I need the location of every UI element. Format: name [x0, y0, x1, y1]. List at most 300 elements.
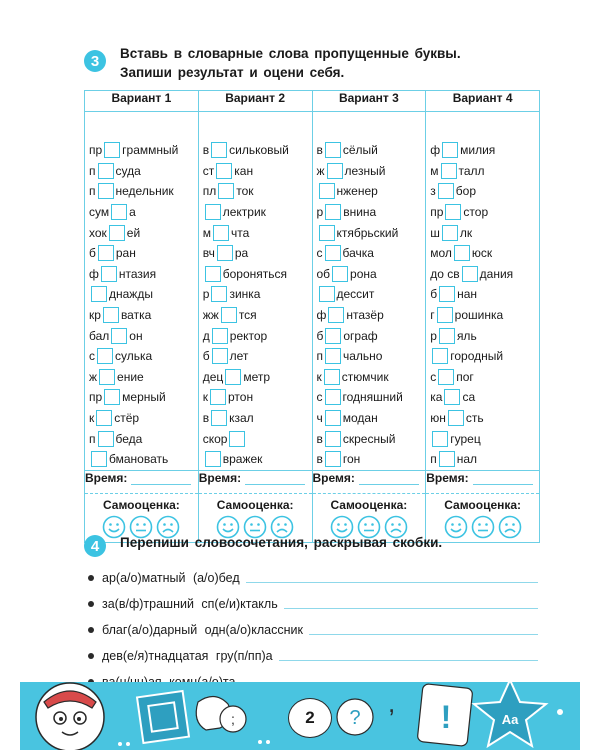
- word-prefix: ш: [430, 225, 440, 240]
- word-suffix: нженер: [336, 184, 378, 199]
- missing-letter-box[interactable]: [442, 225, 458, 241]
- word-row: [313, 161, 426, 182]
- word-row: [426, 181, 539, 202]
- word-row: [199, 387, 312, 408]
- time-input-line[interactable]: [131, 472, 191, 485]
- word-suffix: сулька: [115, 349, 153, 364]
- word-prefix: с: [89, 349, 95, 364]
- word-prefix: об: [316, 266, 331, 281]
- missing-letter-box[interactable]: [111, 328, 127, 344]
- word-row: [199, 243, 312, 264]
- time-input-line[interactable]: [359, 472, 419, 485]
- word-suffix: бороняться: [222, 266, 288, 281]
- missing-letter-box[interactable]: [442, 142, 458, 158]
- variant-1-words: [85, 112, 198, 470]
- word-row: [313, 408, 426, 429]
- missing-letter-box[interactable]: [445, 204, 461, 220]
- page-number: 2: [288, 698, 332, 738]
- word-prefix: ка: [430, 390, 443, 405]
- missing-letter-box[interactable]: [437, 307, 453, 323]
- missing-letter-box[interactable]: [218, 183, 234, 199]
- word-prefix: ф: [316, 308, 327, 323]
- word-suffix: граммный: [122, 143, 179, 158]
- word-row: [85, 387, 198, 408]
- missing-letter-box[interactable]: [325, 245, 341, 261]
- svg-text:Aa: Aa: [501, 712, 519, 727]
- phrase-item: [88, 560, 538, 586]
- variant-2-header: Вариант 2: [198, 91, 312, 112]
- word-row: [199, 305, 312, 326]
- word-suffix: кзал: [229, 411, 254, 426]
- word-suffix: он: [129, 328, 143, 343]
- missing-letter-box[interactable]: [324, 369, 340, 385]
- missing-letter-box[interactable]: [98, 431, 114, 447]
- word-row: [199, 181, 312, 202]
- task-3-header: [84, 44, 554, 82]
- missing-letter-box[interactable]: [328, 307, 344, 323]
- word-suffix: стёр: [114, 411, 140, 426]
- word-row: [426, 305, 539, 326]
- time-label: Время:: [312, 470, 355, 485]
- word-row: [313, 305, 426, 326]
- word-suffix: стюмчик: [341, 369, 389, 384]
- word-prefix: кр: [89, 308, 101, 323]
- answer-line[interactable]: [309, 634, 538, 635]
- missing-letter-box[interactable]: [439, 328, 455, 344]
- missing-letter-box[interactable]: [439, 451, 455, 467]
- missing-letter-box[interactable]: [104, 389, 120, 405]
- word-suffix: нал: [456, 452, 478, 467]
- word-prefix: ст: [202, 163, 215, 178]
- word-suffix: тся: [238, 308, 257, 323]
- word-prefix: б: [430, 287, 438, 302]
- word-suffix: нтазия: [118, 266, 157, 281]
- word-suffix: бор: [455, 184, 476, 199]
- word-suffix: ватка: [120, 308, 152, 323]
- missing-letter-box[interactable]: [319, 225, 335, 241]
- word-prefix: м: [430, 163, 439, 178]
- word-suffix: ра: [234, 246, 249, 261]
- word-row: [199, 222, 312, 243]
- missing-letter-box[interactable]: [103, 307, 119, 323]
- word-suffix: яль: [456, 328, 477, 343]
- svg-text:,: ,: [388, 688, 396, 718]
- word-suffix: талл: [458, 163, 485, 178]
- word-suffix: ей: [126, 225, 141, 240]
- missing-letter-box[interactable]: [211, 286, 227, 302]
- word-row: [313, 202, 426, 223]
- word-prefix: до св: [430, 266, 460, 281]
- phrase-item: [88, 638, 538, 664]
- missing-letter-box[interactable]: [432, 348, 448, 364]
- word-row: [426, 346, 539, 367]
- missing-letter-box[interactable]: [454, 245, 470, 261]
- missing-letter-box[interactable]: [221, 307, 237, 323]
- time-field-4: [426, 470, 540, 493]
- word-suffix: вражек: [222, 452, 263, 467]
- missing-letter-box[interactable]: [217, 245, 233, 261]
- word-prefix: ф: [89, 266, 99, 281]
- missing-letter-box[interactable]: [91, 451, 107, 467]
- word-suffix: чта: [231, 225, 250, 240]
- word-row: [313, 181, 426, 202]
- svg-text:;: ;: [231, 711, 235, 727]
- bullet-icon: [88, 627, 94, 633]
- phrase-text: за(в/ф)трашний сп(е/и)ктакль: [102, 597, 278, 611]
- variant-1-header: Вариант 1: [85, 91, 199, 112]
- exclamation-card-icon: [417, 684, 473, 747]
- word-prefix: в: [316, 143, 323, 158]
- task-4-instructions: Перепиши словосочетания, раскрывая скобки.: [120, 535, 443, 550]
- time-label: Время:: [85, 470, 128, 485]
- missing-letter-box[interactable]: [213, 225, 229, 241]
- word-prefix: к: [89, 411, 95, 426]
- word-prefix: ф: [430, 143, 441, 158]
- word-prefix: в: [202, 143, 210, 158]
- word-row: [313, 222, 426, 243]
- star-aa-icon: [474, 680, 546, 746]
- bullet-icon: [88, 575, 94, 581]
- missing-letter-box[interactable]: [216, 163, 232, 179]
- answer-line[interactable]: [246, 582, 538, 583]
- word-suffix: ктябрьский: [336, 225, 399, 240]
- self-assessment-label: Самооценка:: [102, 497, 180, 512]
- time-field-2: [198, 470, 312, 493]
- word-row: [426, 408, 539, 429]
- word-suffix: дессит: [336, 287, 375, 302]
- missing-letter-box[interactable]: [98, 245, 114, 261]
- word-row: [426, 140, 539, 161]
- time-label: Время:: [426, 470, 469, 485]
- word-row: [426, 243, 539, 264]
- answer-line[interactable]: [284, 608, 538, 609]
- word-suffix: сть: [465, 411, 484, 426]
- task-3-number: 3: [84, 50, 106, 72]
- missing-letter-box[interactable]: [325, 451, 341, 467]
- word-prefix: ж: [316, 163, 325, 178]
- phrase-list: [88, 560, 538, 690]
- word-prefix: п: [89, 431, 96, 446]
- word-prefix: ж: [89, 369, 98, 384]
- missing-letter-box[interactable]: [438, 183, 454, 199]
- word-row: [199, 428, 312, 449]
- missing-letter-box[interactable]: [97, 348, 113, 364]
- svg-text:!: !: [440, 699, 452, 735]
- word-prefix: з: [430, 184, 436, 199]
- word-suffix: ран: [115, 246, 136, 261]
- word-suffix: ток: [236, 184, 254, 199]
- semicolon-bubble-icon: [220, 706, 246, 732]
- self-assessment-label: Самооценка:: [216, 497, 294, 512]
- word-prefix: п: [430, 452, 437, 467]
- task-4-number: 4: [84, 535, 106, 557]
- word-row: [313, 325, 426, 346]
- word-prefix: д: [202, 328, 210, 343]
- word-prefix: п: [316, 349, 323, 364]
- missing-letter-box[interactable]: [319, 286, 335, 302]
- word-suffix: дания: [479, 266, 514, 281]
- word-row: [85, 346, 198, 367]
- missing-letter-box[interactable]: [327, 163, 343, 179]
- word-suffix: лк: [459, 225, 473, 240]
- missing-letter-box[interactable]: [205, 451, 221, 467]
- word-suffix: сильковый: [229, 143, 289, 158]
- word-suffix: гурец: [450, 431, 481, 446]
- word-prefix: б: [202, 349, 210, 364]
- time-input-line[interactable]: [245, 472, 305, 485]
- word-suffix: внина: [343, 205, 377, 220]
- word-prefix: р: [430, 328, 437, 343]
- word-prefix: ч: [316, 411, 323, 426]
- word-row: [426, 222, 539, 243]
- word-row: [313, 367, 426, 388]
- word-suffix: модан: [342, 411, 378, 426]
- word-row: [426, 428, 539, 449]
- missing-letter-box[interactable]: [448, 410, 464, 426]
- missing-letter-box[interactable]: [439, 286, 455, 302]
- comma-mark-icon: [388, 688, 395, 718]
- word-suffix: сёлый: [342, 143, 378, 158]
- missing-letter-box[interactable]: [332, 266, 348, 282]
- word-prefix: пр: [89, 390, 103, 405]
- word-row: [313, 264, 426, 285]
- time-input-line[interactable]: [473, 472, 533, 485]
- word-row: [85, 161, 198, 182]
- word-prefix: б: [316, 328, 324, 343]
- word-row: [85, 428, 198, 449]
- word-row: [313, 387, 426, 408]
- missing-letter-box[interactable]: [109, 225, 125, 241]
- missing-letter-box[interactable]: [205, 266, 221, 282]
- word-suffix: лезный: [344, 163, 386, 178]
- bullet-icon: [88, 601, 94, 607]
- word-prefix: р: [202, 287, 210, 302]
- word-suffix: скресный: [342, 431, 396, 446]
- mascot-icon: [36, 683, 104, 750]
- word-suffix: са: [462, 390, 476, 405]
- vocabulary-table: [84, 90, 540, 543]
- missing-letter-box[interactable]: [104, 142, 120, 158]
- word-prefix: п: [89, 184, 96, 199]
- missing-letter-box[interactable]: [101, 266, 117, 282]
- word-row: [313, 284, 426, 305]
- word-suffix: метр: [243, 369, 271, 384]
- missing-letter-box[interactable]: [96, 410, 112, 426]
- question-bubble-icon: [337, 699, 373, 735]
- word-row: [85, 181, 198, 202]
- missing-letter-box[interactable]: [325, 142, 341, 158]
- word-row: [85, 284, 198, 305]
- word-suffix: рошинка: [454, 308, 504, 323]
- word-suffix: городный: [450, 349, 504, 364]
- self-assessment-label: Самооценка:: [330, 497, 408, 512]
- missing-letter-box[interactable]: [205, 204, 221, 220]
- word-row: [199, 140, 312, 161]
- missing-letter-box[interactable]: [325, 431, 341, 447]
- word-prefix: скор: [202, 431, 228, 446]
- word-prefix: в: [202, 411, 210, 426]
- word-row: [426, 387, 539, 408]
- missing-letter-box[interactable]: [444, 389, 460, 405]
- word-prefix: в: [316, 452, 323, 467]
- missing-letter-box[interactable]: [98, 163, 114, 179]
- word-row: [313, 346, 426, 367]
- word-prefix: б: [89, 246, 96, 261]
- missing-letter-box[interactable]: [438, 369, 454, 385]
- missing-letter-box[interactable]: [212, 348, 228, 364]
- word-suffix: ограф: [343, 328, 378, 343]
- task-4-header: [84, 533, 554, 553]
- word-row: [199, 346, 312, 367]
- word-prefix: пр: [430, 205, 444, 220]
- phrase-text: ар(а/о)матный (а/о)бед: [102, 571, 240, 585]
- word-suffix: суда: [115, 163, 141, 178]
- variant-4-words: [426, 112, 539, 470]
- word-suffix: мерный: [122, 390, 166, 405]
- word-suffix: беда: [115, 431, 143, 446]
- time-field-3: [312, 470, 426, 493]
- word-suffix: нтазёр: [346, 308, 384, 323]
- word-row: [199, 202, 312, 223]
- missing-letter-box[interactable]: [98, 183, 114, 199]
- word-row: [199, 264, 312, 285]
- missing-letter-box[interactable]: [225, 369, 241, 385]
- word-suffix: ртон: [228, 390, 254, 405]
- word-prefix: юн: [430, 411, 446, 426]
- word-prefix: бал: [89, 328, 110, 343]
- word-prefix: в: [316, 431, 323, 446]
- missing-letter-box[interactable]: [211, 410, 227, 426]
- missing-letter-box[interactable]: [441, 163, 457, 179]
- word-prefix: пр: [89, 143, 103, 158]
- word-suffix: бмановать: [109, 452, 169, 467]
- word-row: [426, 284, 539, 305]
- word-row: [313, 449, 426, 470]
- word-suffix: пог: [456, 369, 474, 384]
- word-prefix: к: [202, 390, 208, 405]
- missing-letter-box[interactable]: [111, 204, 127, 220]
- word-row: [313, 140, 426, 161]
- word-suffix: рона: [350, 266, 377, 281]
- time-label: Время:: [198, 470, 242, 485]
- word-prefix: м: [202, 225, 211, 240]
- word-suffix: нан: [457, 287, 478, 302]
- word-row: [313, 243, 426, 264]
- word-prefix: р: [316, 205, 324, 220]
- missing-letter-box[interactable]: [325, 348, 341, 364]
- missing-letter-box[interactable]: [99, 369, 115, 385]
- word-row: [426, 449, 539, 470]
- word-suffix: днажды: [109, 287, 153, 302]
- missing-letter-box[interactable]: [212, 328, 228, 344]
- word-row: [85, 243, 198, 264]
- word-prefix: с: [316, 246, 323, 261]
- word-suffix: недельник: [115, 184, 174, 199]
- word-row: [199, 408, 312, 429]
- word-row: [85, 449, 198, 470]
- missing-letter-box[interactable]: [462, 266, 478, 282]
- word-row: [85, 264, 198, 285]
- missing-letter-box[interactable]: [325, 389, 341, 405]
- missing-letter-box[interactable]: [325, 410, 341, 426]
- task-3-line-2: Запиши результат и оцени себя.: [120, 65, 345, 80]
- word-prefix: г: [430, 308, 435, 323]
- letter-card-icon: [137, 691, 189, 743]
- word-row: [85, 408, 198, 429]
- phrase-text: дев(е/я)тнадцатая гру(п/пп)а: [102, 649, 273, 663]
- footer-decoration: [0, 672, 600, 750]
- word-row: [199, 367, 312, 388]
- word-row: [85, 305, 198, 326]
- phrase-item: [88, 612, 538, 638]
- word-prefix: с: [430, 369, 437, 384]
- word-row: [426, 325, 539, 346]
- word-row: [199, 325, 312, 346]
- word-row: [199, 284, 312, 305]
- word-suffix: ректор: [229, 328, 268, 343]
- word-row: [426, 161, 539, 182]
- word-row: [85, 140, 198, 161]
- word-suffix: кан: [234, 163, 254, 178]
- word-prefix: п: [89, 163, 96, 178]
- word-suffix: годняшний: [342, 390, 403, 405]
- missing-letter-box[interactable]: [211, 142, 227, 158]
- word-suffix: лектрик: [222, 205, 266, 220]
- bullet-icon: [88, 653, 94, 659]
- word-prefix: сум: [89, 205, 110, 220]
- missing-letter-box[interactable]: [325, 204, 341, 220]
- variant-4-header: Вариант 4: [426, 91, 540, 112]
- svg-text:?: ?: [349, 707, 361, 729]
- word-row: [199, 161, 312, 182]
- word-suffix: лет: [229, 349, 249, 364]
- word-row: [426, 367, 539, 388]
- answer-line[interactable]: [279, 660, 538, 661]
- word-suffix: милия: [460, 143, 496, 158]
- word-prefix: с: [316, 390, 323, 405]
- word-suffix: ение: [117, 369, 144, 384]
- task-3-line-1: Вставь в словарные слова пропущенные буквы.: [120, 46, 461, 61]
- self-assessment-label: Самооценка:: [444, 497, 522, 512]
- word-prefix: к: [316, 369, 322, 384]
- word-row: [199, 449, 312, 470]
- missing-letter-box[interactable]: [325, 328, 341, 344]
- variant-3-words: [313, 112, 426, 470]
- missing-letter-box[interactable]: [229, 431, 245, 447]
- missing-letter-box[interactable]: [432, 431, 448, 447]
- word-prefix: мол: [430, 246, 452, 261]
- word-suffix: бачка: [342, 246, 374, 261]
- missing-letter-box[interactable]: [91, 286, 107, 302]
- word-suffix: зинка: [229, 287, 261, 302]
- missing-letter-box[interactable]: [210, 389, 226, 405]
- word-row: [85, 222, 198, 243]
- word-prefix: хок: [89, 225, 107, 240]
- phrase-text: благ(а/о)дарный одн(а/о)классник: [102, 623, 303, 637]
- variant-2-words: [199, 112, 312, 470]
- word-row: [85, 367, 198, 388]
- phrase-item: [88, 586, 538, 612]
- word-suffix: гон: [342, 452, 361, 467]
- word-row: [85, 202, 198, 223]
- variant-3-header: Вариант 3: [312, 91, 426, 112]
- word-prefix: вч: [202, 246, 215, 261]
- word-row: [426, 264, 539, 285]
- word-suffix: чально: [343, 349, 383, 364]
- word-suffix: а: [129, 205, 136, 220]
- word-suffix: юск: [471, 246, 493, 261]
- missing-letter-box[interactable]: [319, 183, 335, 199]
